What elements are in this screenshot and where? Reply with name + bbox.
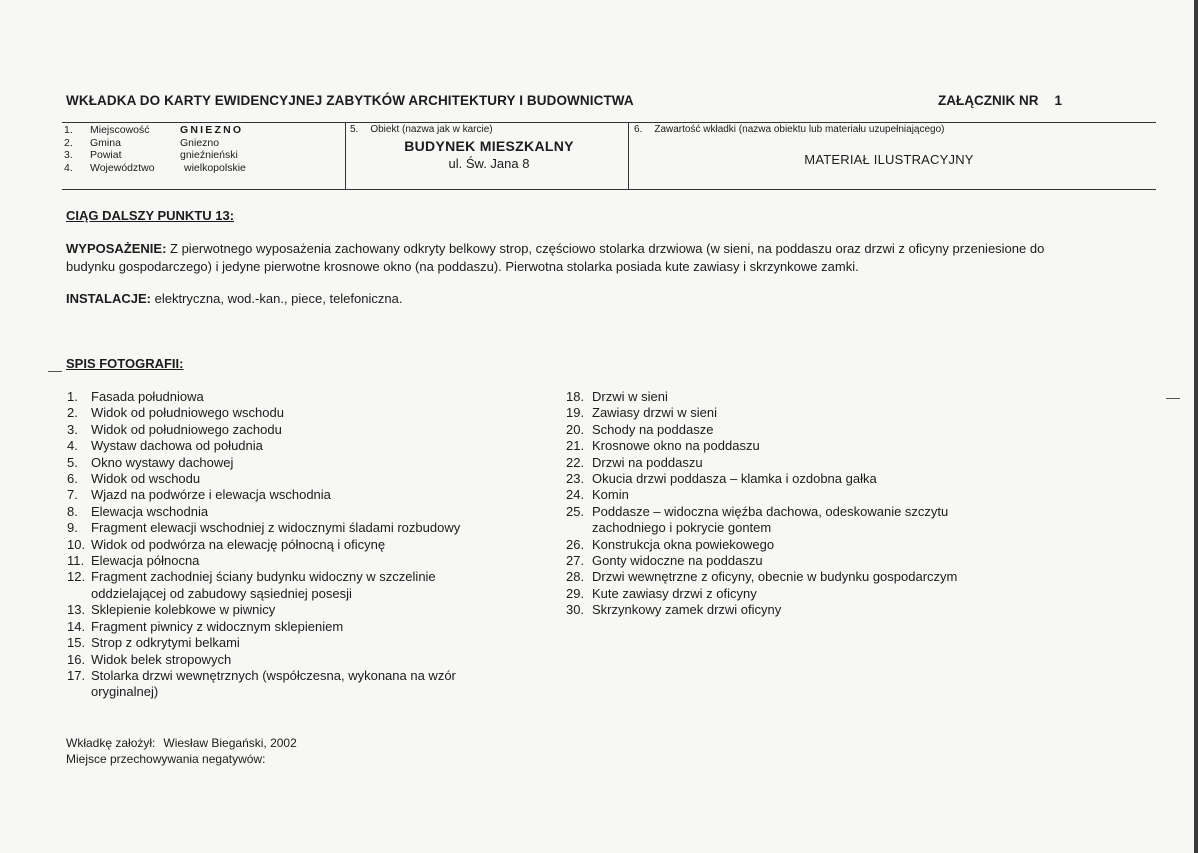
insert-num: 6.	[634, 124, 643, 135]
photo-number: 1.	[67, 389, 78, 404]
footer-storage: Miejsce przechowywania negatywów:	[66, 752, 266, 766]
photo-list-item	[67, 504, 460, 520]
photo-number: 15.	[67, 635, 86, 651]
photo-list-item	[67, 422, 460, 438]
object-block	[350, 124, 628, 171]
photo-description-line: oddzielającej od zabudowy sąsiedniej posesji	[91, 585, 352, 601]
photo-number: 9.	[67, 520, 78, 536]
location-num: 3.	[64, 149, 73, 162]
installations-paragraph	[66, 290, 402, 308]
photo-description	[592, 422, 713, 438]
photo-description-line: Drzwi wewnętrzne z oficyny, obecnie w budynku gospodarczym	[592, 569, 958, 585]
location-value: wielkopolskie	[184, 161, 246, 174]
photo-list-item	[67, 455, 460, 471]
location-num: 4.	[64, 161, 73, 174]
photo-description	[592, 537, 774, 553]
photo-list-item	[67, 569, 460, 602]
photo-number: 21.	[566, 438, 585, 454]
photo-description-line: Widok od południowego wschodu	[91, 405, 284, 421]
photo-description-line: Komin	[592, 487, 629, 503]
photo-description	[91, 537, 385, 553]
photo-number: 11.	[67, 553, 85, 569]
photo-number: 4.	[67, 438, 78, 454]
photo-description-line: Drzwi na poddaszu	[592, 454, 703, 470]
photo-description	[91, 504, 208, 520]
insert-content: MATERIAŁ ILUSTRACYJNY	[804, 152, 974, 167]
location-row	[64, 124, 246, 137]
photo-description-line: Okucia drzwi poddasza – klamka i ozdobna gałka	[592, 471, 877, 487]
footer	[66, 735, 297, 767]
location-value: GNIEZNO	[180, 124, 244, 136]
footer-author	[66, 735, 297, 751]
photo-description	[592, 504, 948, 537]
photo-list-item	[67, 471, 460, 487]
location-block	[64, 124, 246, 174]
photo-list-item	[67, 438, 460, 454]
photo-number: 17.	[67, 667, 86, 683]
photo-list-item	[67, 520, 460, 536]
photo-description-line: Zawiasy drzwi w sieni	[592, 405, 717, 421]
photo-number: 12.	[67, 569, 86, 585]
photo-description-line: Elewacja północna	[91, 553, 200, 569]
installations-text: elektryczna, wod.-kan., piece, telefoniczna.	[150, 291, 403, 306]
photo-number: 14.	[67, 618, 86, 634]
location-num: 1.	[64, 124, 73, 136]
photo-description	[592, 455, 703, 471]
scan-mark	[1166, 398, 1180, 399]
photo-number: 16.	[67, 651, 86, 667]
equipment-text-1: Z pierwotnego wyposażenia zachowany odkryty belkowy strop, częściowo stolarka drzwiowa (w sieni, na poddaszu oraz drzwi z oficyny przeniesione do	[166, 241, 1045, 256]
photo-list-item	[67, 635, 460, 651]
photo-description	[91, 569, 436, 602]
object-name: BUDYNEK MIESZKALNY	[404, 138, 574, 154]
photo-list-item	[566, 405, 957, 421]
header-divider-2	[628, 122, 629, 189]
photo-list-item	[566, 537, 957, 553]
photo-list-item	[566, 438, 957, 454]
object-caption-text: Obiekt (nazwa jak w karcie)	[370, 124, 493, 135]
photo-description	[91, 471, 200, 487]
equipment-line-2: budynku gospodarczego) i jedyne pierwotne krosnowe okno (na poddaszu). Pierwotna stolarka posiada kute zawiasy i skrzynkowe zamki.	[66, 258, 859, 274]
photo-list-item	[566, 602, 957, 618]
photo-description-line: Widok od wschodu	[91, 471, 201, 487]
location-label: Miejscowość	[90, 124, 150, 136]
annex-label-text: ZAŁĄCZNIK NR	[938, 93, 1039, 108]
photo-number: 18.	[566, 389, 585, 404]
photo-list-item	[67, 389, 460, 405]
insert-block	[634, 124, 1144, 167]
insert-caption	[634, 124, 1144, 135]
photo-description-line: Widok od południowego zachodu	[91, 421, 282, 437]
object-caption	[350, 124, 628, 135]
photo-description-line: Wystaw dachowa od południa	[91, 438, 263, 454]
location-row	[64, 162, 246, 175]
location-value: gnieźnieński	[180, 149, 238, 162]
photo-number: 13.	[67, 602, 86, 618]
photo-description	[91, 652, 231, 668]
photo-description	[91, 389, 204, 405]
location-row	[64, 149, 246, 162]
author-value: Wiesław Biegański, 2002	[163, 736, 297, 750]
photo-number: 6.	[67, 471, 78, 487]
photo-description-line: Konstrukcja okna powiekowego	[592, 536, 775, 552]
photo-description	[91, 438, 263, 454]
photo-list-item	[566, 471, 957, 487]
photo-description-line: zachodniego i pokrycie gontem	[592, 520, 772, 536]
photo-number: 8.	[67, 503, 78, 519]
photo-number: 20.	[566, 421, 585, 437]
photo-list-item	[566, 487, 957, 503]
photo-list-item	[67, 405, 460, 421]
location-label: Gmina	[90, 136, 121, 149]
photos-heading: SPIS FOTOGRAFII:	[66, 356, 184, 371]
header-divider-1	[345, 122, 346, 189]
photo-description-line: Krosnowe okno na poddaszu	[592, 438, 760, 454]
photo-list-item	[67, 602, 460, 618]
object-address: ul. Św. Jana 8	[448, 156, 530, 171]
photos-list-left	[67, 389, 460, 701]
photo-list-item	[67, 537, 460, 553]
photo-number: 3.	[67, 421, 78, 437]
photo-number: 22.	[566, 454, 585, 470]
photo-list-item	[566, 389, 957, 405]
photo-description	[592, 471, 877, 487]
photo-number: 19.	[566, 405, 585, 421]
photo-number: 28.	[566, 569, 585, 585]
photo-list-item	[566, 569, 957, 585]
photo-description	[592, 389, 668, 405]
photo-description-line: Gonty widoczne na poddaszu	[592, 553, 763, 569]
photo-description	[91, 520, 460, 536]
object-num: 5.	[350, 124, 359, 135]
photo-number: 23.	[566, 471, 585, 487]
photo-description-line: Fasada południowa	[91, 389, 204, 404]
photo-number: 25.	[566, 503, 585, 519]
photo-description-line: Kute zawiasy drzwi z oficyny	[592, 585, 757, 601]
photo-number: 29.	[566, 585, 585, 601]
photo-description-line: Fragment zachodniej ściany budynku widoczny w szczelinie	[91, 569, 436, 585]
photo-description	[592, 586, 757, 602]
insert-caption-text: Zawartość wkładki (nazwa obiektu lub materiału uzupełniającego)	[654, 124, 945, 135]
location-value: Gniezno	[180, 136, 220, 149]
photo-description	[91, 405, 284, 421]
photo-number: 7.	[67, 487, 78, 503]
photos-list-right	[566, 389, 957, 619]
photo-description	[91, 553, 199, 569]
photo-description	[91, 602, 275, 618]
photo-description-line: Skrzynkowy zamek drzwi oficyny	[592, 602, 782, 618]
photo-description-line: Fragment elewacji wschodniej z widocznymi śladami rozbudowy	[91, 520, 461, 536]
photo-list-item	[566, 553, 957, 569]
photo-description	[592, 602, 781, 618]
header-bottom-rule	[62, 189, 1156, 190]
location-row	[64, 137, 246, 150]
photo-list-item	[566, 586, 957, 602]
photo-list-item	[566, 422, 957, 438]
photo-number: 5.	[67, 454, 78, 470]
photo-description	[592, 553, 763, 569]
photo-description-line: Schody na poddasze	[592, 421, 714, 437]
photo-description-line: Wjazd na podwórze i elewacja wschodnia	[91, 487, 331, 503]
location-label: Powiat	[90, 149, 122, 162]
photo-number: 10.	[67, 536, 86, 552]
photo-description-line: Fragment piwnicy z widocznym sklepieniem	[91, 618, 344, 634]
photo-description	[91, 668, 456, 701]
document-title: WKŁADKA DO KARTY EWIDENCYJNEJ ZABYTKÓW ARCHITEKTURY I BUDOWNICTWA	[66, 93, 634, 108]
photo-list-item	[67, 553, 460, 569]
photo-description-line: Strop z odkrytymi belkami	[91, 635, 240, 651]
author-label: Wkładkę założył:	[66, 736, 156, 750]
photo-description	[592, 405, 717, 421]
photo-number: 2.	[67, 405, 78, 421]
photo-description	[91, 635, 240, 651]
photo-description-line: Sklepienie kolebkowe w piwnicy	[91, 602, 276, 618]
photo-description-line: Stolarka drzwi wewnętrznych (współczesna, wykonana na wzór	[91, 667, 456, 683]
photo-description-line: Okno wystawy dachowej	[91, 454, 234, 470]
header-top-rule	[62, 122, 1156, 123]
photo-description	[592, 569, 957, 585]
photo-description-line: oryginalnej)	[91, 684, 159, 700]
photo-description-line: Drzwi w sieni	[592, 389, 668, 404]
annex-number: 1	[1054, 93, 1063, 108]
photo-description-line: Elewacja wschodnia	[91, 503, 209, 519]
annex-label	[938, 93, 1062, 108]
photo-list-item	[67, 668, 460, 701]
photo-list-item	[566, 455, 957, 471]
photo-number: 27.	[566, 553, 585, 569]
photo-description-line: Widok belek stropowych	[91, 651, 232, 667]
photo-number: 24.	[566, 487, 585, 503]
continuation-heading: CIĄG DALSZY PUNKTU 13:	[66, 208, 235, 223]
photo-description-line: Widok od podwórza na elewację północną i oficynę	[91, 536, 386, 552]
photo-description-line: Poddasze – widoczna więźba dachowa, odeskowanie szczytu	[592, 503, 949, 519]
photo-description	[91, 619, 343, 635]
photo-description	[592, 438, 760, 454]
equipment-label: WYPOSAŻENIE:	[66, 241, 167, 256]
photo-description	[592, 487, 629, 503]
photo-list-item	[67, 619, 460, 635]
photo-number: 30.	[566, 602, 585, 618]
photo-number: 26.	[566, 536, 585, 552]
location-num: 2.	[64, 136, 73, 149]
equipment-paragraph	[66, 240, 1156, 275]
equipment-line-1	[66, 240, 1156, 258]
photo-list-item	[67, 487, 460, 503]
photo-description	[91, 422, 282, 438]
photo-list-item	[67, 652, 460, 668]
installations-label: INSTALACJE:	[66, 291, 151, 306]
scan-mark	[48, 371, 62, 372]
location-label: Województwo	[90, 161, 155, 174]
photo-description	[91, 487, 331, 503]
photo-list-item	[566, 504, 957, 537]
photo-description	[91, 455, 233, 471]
